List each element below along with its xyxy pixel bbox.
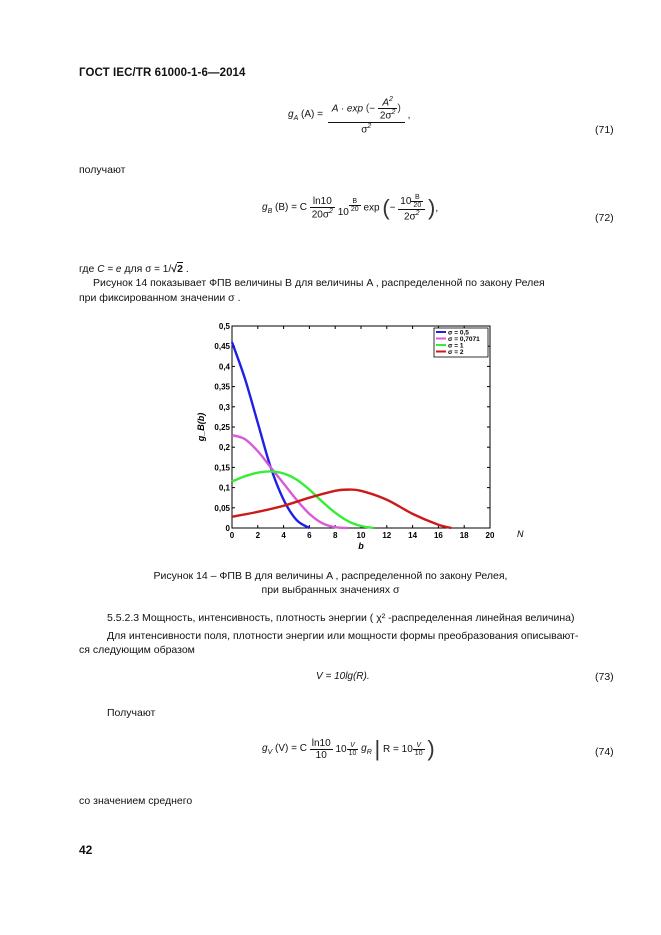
equation-72: $g_B$ (B) = C $\frac{\ln 10}{20\sigma^2}$ 10 $^{\frac{B}{20}}$ exp (− 10 $\frac{B}{20}$ $2\sigma^2$ ), bbox=[262, 194, 439, 223]
document-header: ГОСТ IEC/TR 61000-1-6—2014 bbox=[79, 67, 246, 79]
x-tick-label: 18 bbox=[459, 531, 469, 540]
y-tick-label: 0,25 bbox=[214, 423, 230, 432]
y-tick-label: 0,05 bbox=[214, 503, 230, 513]
paragraph-fig14-line2: при фиксированном значении σ . bbox=[79, 292, 241, 304]
y-tick-label: 0,15 bbox=[214, 463, 230, 473]
equation-71: $g_A$ (A) = A · exp (− $\frac{A^2}{2\sigma^2}$ ) $\sigma^2$ , bbox=[288, 96, 411, 135]
equation-71-number: (71) bbox=[595, 124, 614, 136]
paragraph-intensity-line2: ся следующим образом bbox=[79, 644, 195, 656]
section-5-5-2-3-heading: 5.5.2.3 Мощность, интенсивность, плотность энергии ( χ² -распределенная линейная величина) bbox=[107, 612, 575, 624]
legend-label-1: σ = 0,7071 bbox=[448, 336, 480, 343]
equation-73: V = 10lg(R). bbox=[316, 671, 370, 682]
x-tick-label: 14 bbox=[408, 531, 418, 540]
extra-axis-label-n: N bbox=[517, 529, 524, 539]
y-tick-label: 0,5 bbox=[218, 322, 230, 331]
x-tick-label: 2 bbox=[255, 531, 261, 540]
equation-73-number: (73) bbox=[595, 671, 614, 683]
equation-74: $g_V$ (V) = C $\frac{\ln 10}{10}$ 10 $\frac{V}{10}$ $g_R$ | R = 10 $\frac{V}{10}$ ) bbox=[262, 736, 435, 761]
y-tick-label: 0,4 bbox=[218, 362, 230, 372]
y-axis-label: g_B(b) bbox=[196, 412, 206, 442]
x-tick-label: 12 bbox=[382, 531, 392, 540]
x-tick-label: 4 bbox=[281, 531, 286, 540]
y-tick-label: 0,1 bbox=[218, 483, 230, 493]
equation-72-number: (72) bbox=[595, 212, 614, 224]
equation-74-number: (74) bbox=[595, 746, 614, 758]
figure-14-caption-line1: Рисунок 14 – ФПВ B для величины A , распределенной по закону Релея, bbox=[153, 570, 508, 582]
x-tick-label: 16 bbox=[433, 531, 443, 540]
figure-14-caption-line2: при выбранных значениях σ bbox=[261, 584, 400, 596]
legend-label-2: σ = 1 bbox=[448, 342, 464, 350]
legend-label-0: σ = 0,5 bbox=[448, 329, 469, 337]
y-tick-label: 0,35 bbox=[214, 382, 230, 392]
text-poluchayut-2: Получают bbox=[107, 707, 156, 719]
text-poluchayut: получают bbox=[79, 164, 126, 176]
y-tick-label: 0 bbox=[225, 524, 230, 533]
x-tick-label: 10 bbox=[356, 531, 366, 540]
y-tick-label: 0,3 bbox=[218, 402, 230, 412]
page-number: 42 bbox=[79, 843, 93, 857]
text-mean: со значением среднего bbox=[79, 795, 193, 807]
legend-label-3: σ = 2 bbox=[448, 349, 464, 356]
x-axis-label: b bbox=[358, 541, 364, 551]
y-tick-label: 0,45 bbox=[214, 342, 230, 352]
y-tick-label: 0,2 bbox=[218, 443, 230, 453]
paragraph-intensity-line1: Для интенсивности поля, плотности энергии или мощности формы преобразования описывают- bbox=[107, 630, 579, 642]
x-tick-label: 0 bbox=[229, 531, 235, 540]
figure-14-chart bbox=[190, 318, 540, 553]
paragraph-fig14-line1: Рисунок 14 показывает ФПВ величины B для величины A , распределенной по закону Релея bbox=[93, 277, 545, 289]
text-gde: где C = e для σ = 1/√2 . bbox=[79, 263, 189, 275]
x-tick-label: 8 bbox=[332, 531, 338, 540]
x-tick-label: 6 bbox=[307, 531, 312, 540]
x-tick-label: 20 bbox=[485, 531, 495, 540]
